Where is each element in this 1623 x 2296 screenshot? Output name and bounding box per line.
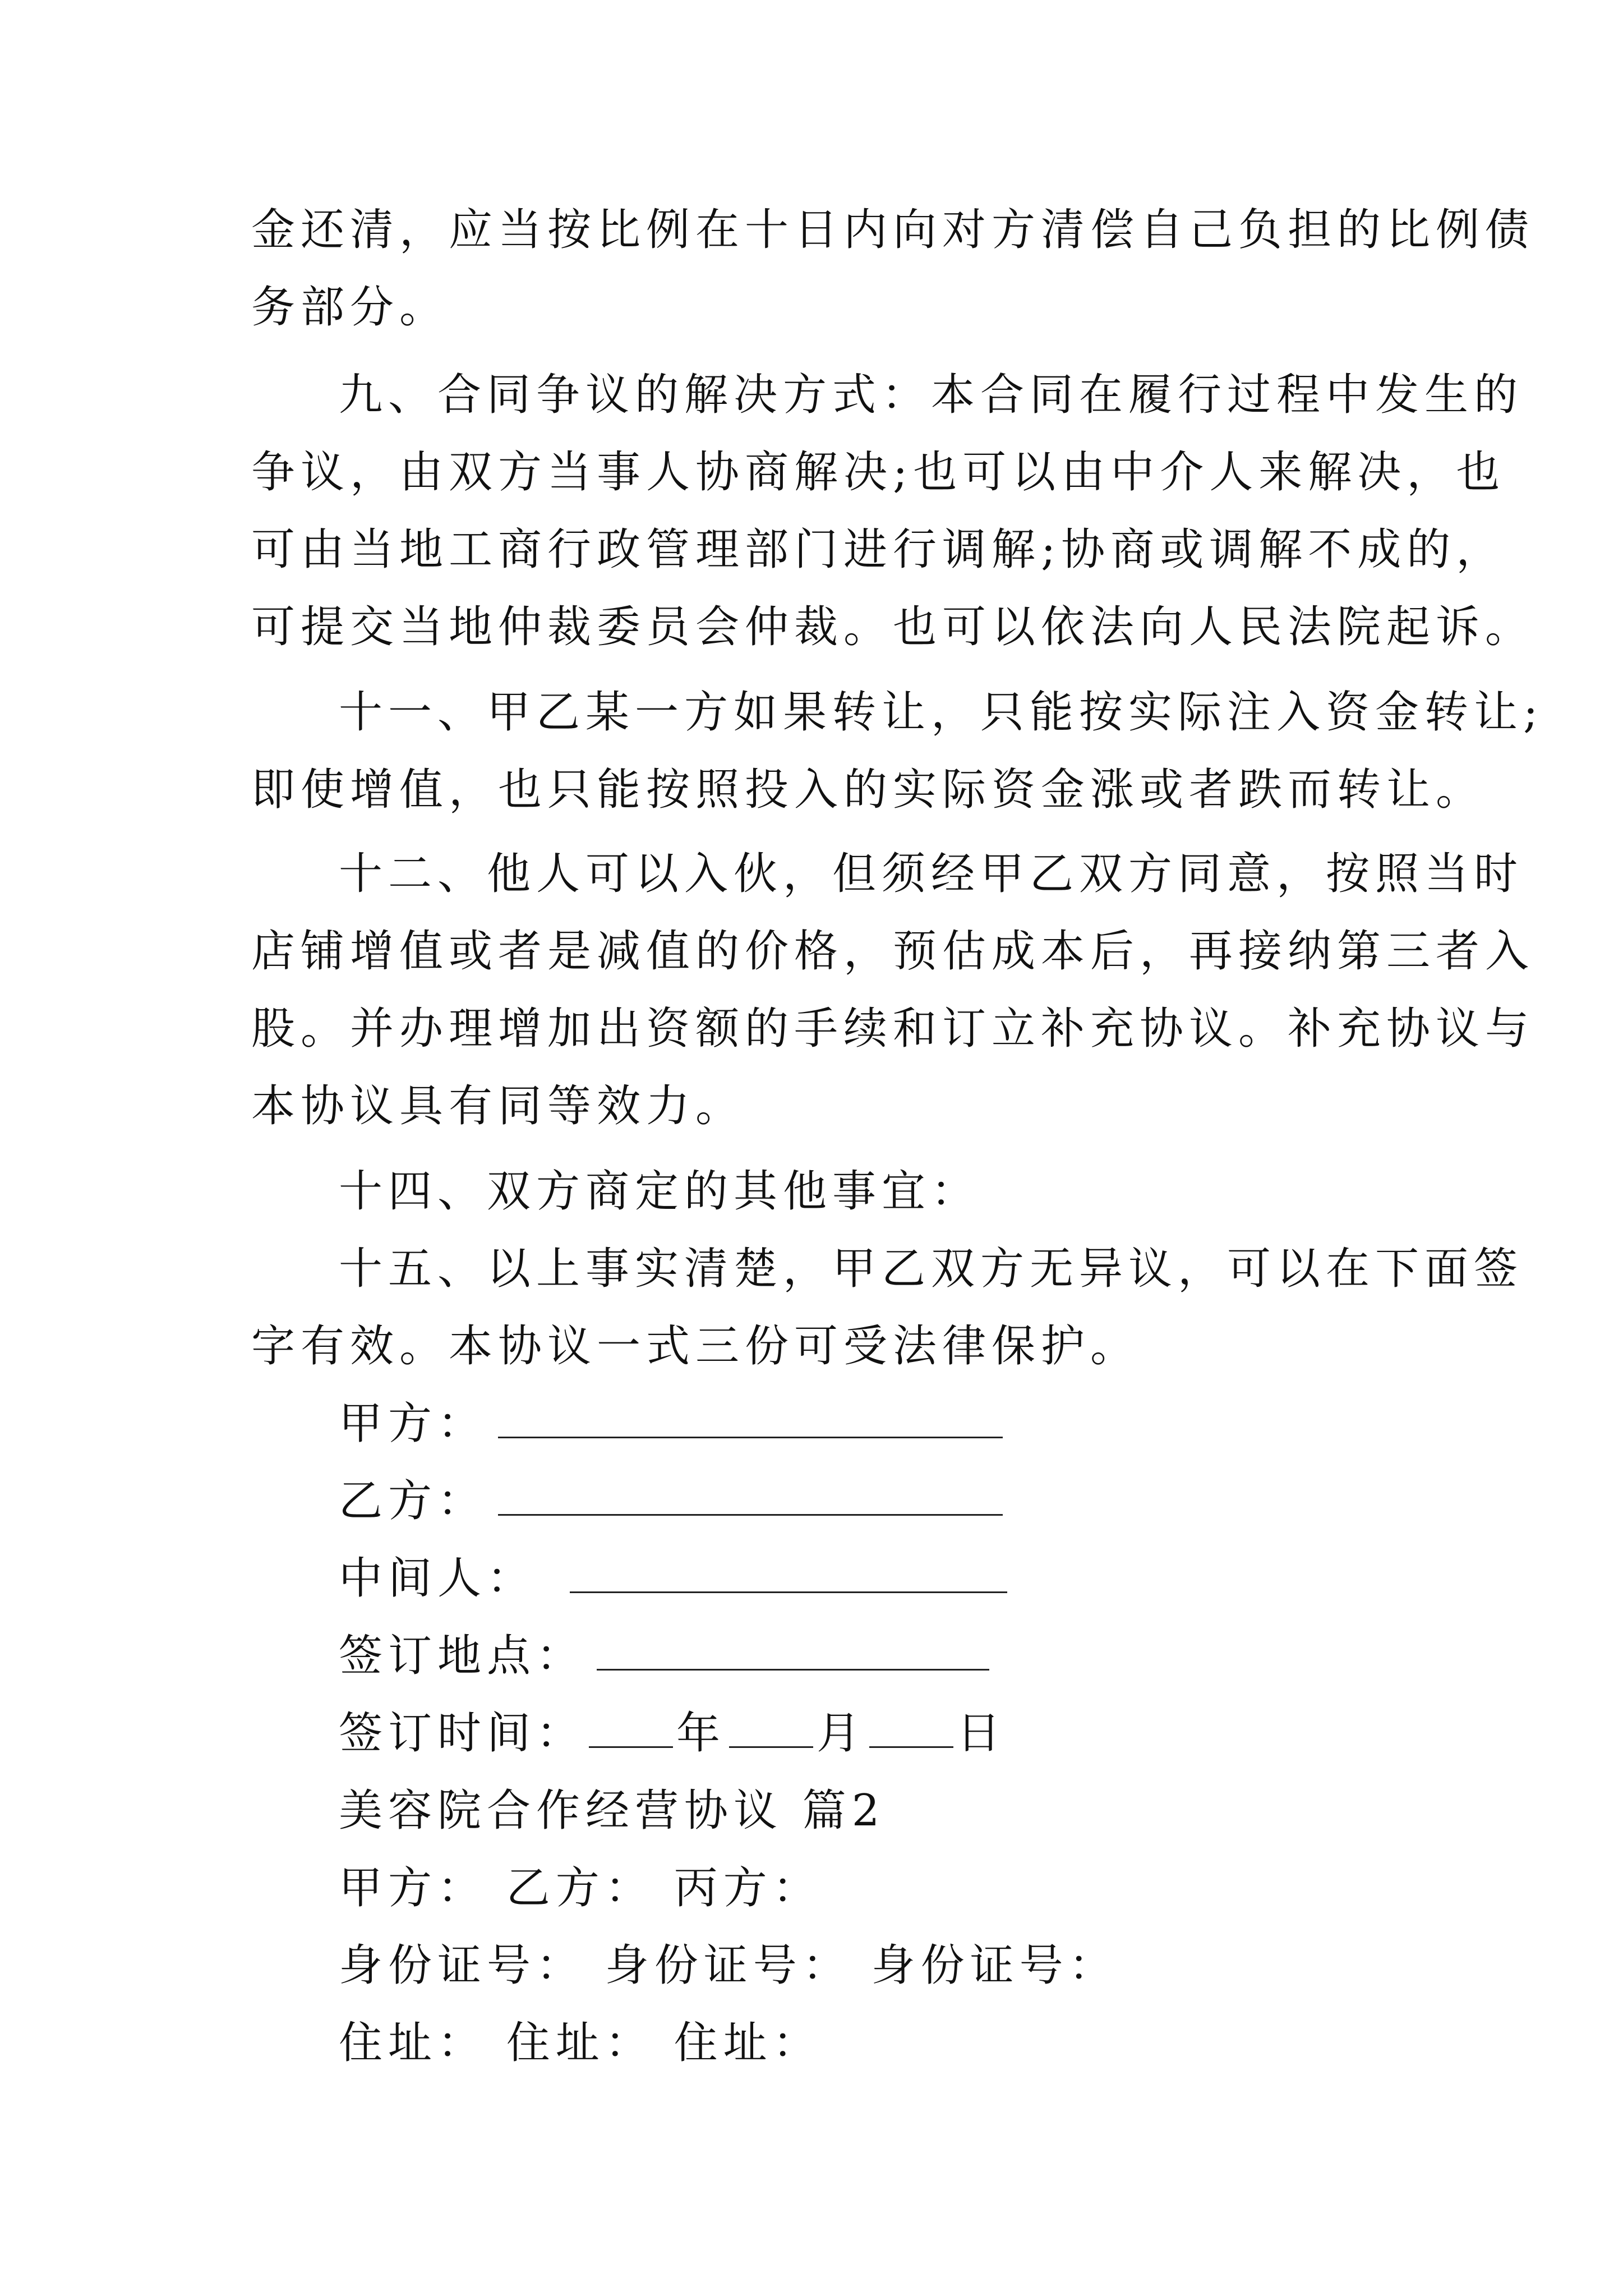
month-label: 月 — [817, 1708, 866, 1759]
paragraph-line: 十四、双方商定的其他事宜： — [339, 1166, 981, 1217]
party-b-signature-line[interactable] — [498, 1475, 1003, 1516]
paragraph-line: 即使增值，也只能按照投入的实际资金涨或者跌而转让。 — [251, 765, 1486, 815]
signing-place-line[interactable] — [597, 1630, 989, 1671]
party-b-label: 乙方： — [339, 1476, 487, 1526]
paragraph-line: 金还清，应当按比例在十日内向对方清偿自己负担的比例债 — [251, 205, 1535, 255]
paragraph-line: 字有效。本协议一式三份可受法律保护。 — [251, 1321, 1140, 1372]
paragraph-line: 争议，由双方当事人协商解决;也可以由中介人来解决，也 — [251, 447, 1506, 498]
party-a-signature-line[interactable] — [498, 1397, 1003, 1438]
signing-time-label: 签订时间： — [339, 1708, 586, 1759]
paragraph-line: 本协议具有同等效力。 — [251, 1081, 745, 1131]
party-a-signature-row — [339, 1396, 1003, 1452]
party-b-signature-row — [339, 1473, 1003, 1529]
paragraph-line: 务部分。 — [251, 282, 449, 333]
paragraph-line: 店铺增值或者是减值的价格，预估成本后，再接纳第三者入 — [251, 926, 1535, 977]
party-a-label: 甲方： — [339, 1398, 487, 1449]
year-label: 年 — [676, 1708, 726, 1759]
paragraph-line: 九、合同争议的解决方式：本合同在履行过程中发生的 — [339, 370, 1524, 420]
paragraph-line: 可提交当地仲裁委员会仲裁。也可以依法向人民法院起诉。 — [251, 602, 1535, 652]
paragraph-line: 十五、以上事实清楚，甲乙双方无异议，可以在下面签 — [339, 1244, 1524, 1294]
middleman-label: 中间人： — [339, 1553, 537, 1604]
paragraph-line: 股。并办理增加出资额的手续和订立补充协议。补充协议与 — [251, 1004, 1535, 1054]
section-title: 美容院合作经营协议 篇2 — [339, 1786, 886, 1836]
signing-place-row — [339, 1628, 989, 1684]
signing-time-row — [339, 1705, 1006, 1761]
parties-row: 甲方： 乙方： 丙方： — [339, 1863, 822, 1913]
day-label: 日 — [957, 1708, 1007, 1759]
month-blank[interactable] — [729, 1707, 813, 1748]
middleman-signature-row — [339, 1550, 1007, 1607]
paragraph-line: 十一、甲乙某一方如果转让，只能按实际注入资金转让; — [339, 687, 1544, 738]
address-row: 住址： 住址： 住址： — [339, 2018, 822, 2068]
middleman-signature-line[interactable] — [570, 1552, 1007, 1593]
paragraph-line: 十二、他人可以入伙，但须经甲乙双方同意，按照当时 — [339, 849, 1524, 899]
signing-place-label: 签订地点： — [339, 1631, 586, 1681]
paragraph-line: 可由当地工商行政管理部门进行调解;协商或调解不成的， — [251, 524, 1506, 575]
day-blank[interactable] — [869, 1707, 953, 1748]
id-number-row: 身份证号： 身份证号： 身份证号： — [339, 1940, 1118, 1991]
year-blank[interactable] — [589, 1707, 673, 1748]
